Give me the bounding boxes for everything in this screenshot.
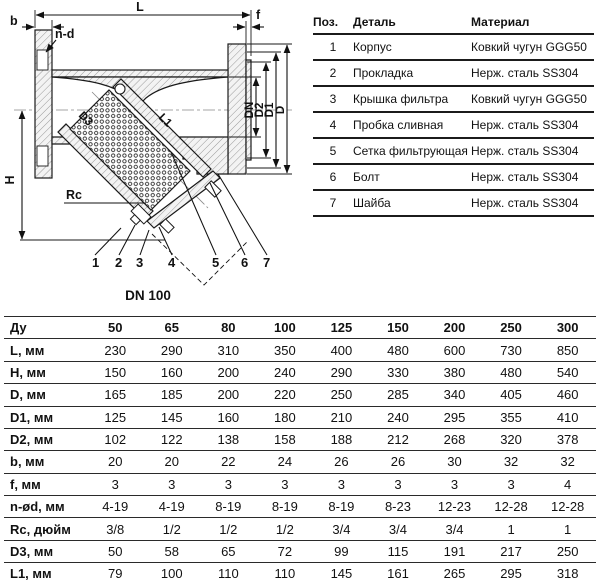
- table-cell: 165: [87, 384, 144, 406]
- table-cell: 5: [313, 138, 353, 164]
- dim-D1-label: D1: [264, 102, 276, 118]
- table-cell: 6: [313, 164, 353, 190]
- table-cell: 285: [370, 384, 427, 406]
- table-cell: 100: [144, 563, 201, 585]
- table-cell: 65: [144, 317, 201, 339]
- table-cell: D, мм: [4, 384, 87, 406]
- table-cell: 1: [483, 518, 540, 540]
- callout-7: 7: [263, 255, 271, 270]
- table-cell: D2, мм: [4, 428, 87, 450]
- table-cell: 26: [370, 451, 427, 473]
- parts-row: [313, 60, 594, 86]
- table-cell: 20: [87, 451, 144, 473]
- table-cell: Болт: [353, 164, 471, 190]
- table-cell: 295: [426, 406, 483, 428]
- table-cell: 8-19: [313, 496, 370, 518]
- leader-3: [140, 230, 149, 255]
- table-cell: 295: [483, 563, 540, 585]
- table-cell: 32: [539, 451, 596, 473]
- parts-row: [313, 34, 594, 60]
- vent-hole: [115, 84, 125, 94]
- table-cell: 22: [200, 451, 257, 473]
- table-cell: 185: [144, 384, 201, 406]
- table-cell: 1/2: [257, 518, 314, 540]
- table-cell: 180: [257, 406, 314, 428]
- callout-4: 4: [168, 255, 176, 270]
- table-cell: 400: [313, 339, 370, 361]
- table-cell: 318: [539, 563, 596, 585]
- table-cell: H, мм: [4, 361, 87, 383]
- table-cell: 200: [426, 317, 483, 339]
- parts-header-material: Материал: [471, 15, 530, 29]
- parts-row: [313, 86, 594, 112]
- table-cell: 100: [257, 317, 314, 339]
- table-cell: 410: [539, 406, 596, 428]
- table-cell: 268: [426, 428, 483, 450]
- table-cell: 8-19: [257, 496, 314, 518]
- table-cell: 8-19: [200, 496, 257, 518]
- table-cell: 188: [313, 428, 370, 450]
- table-cell: 3/4: [370, 518, 427, 540]
- dim-D3-label: D3: [75, 109, 95, 129]
- table-cell: 1: [539, 518, 596, 540]
- table-cell: 460: [539, 384, 596, 406]
- table-cell: Нерж. сталь SS304: [471, 112, 594, 138]
- table-cell: 158: [257, 428, 314, 450]
- dim-b-label: b: [10, 14, 18, 28]
- dim-H-label: H: [3, 175, 17, 185]
- table-cell: 1/2: [200, 518, 257, 540]
- table-cell: 405: [483, 384, 540, 406]
- table-cell: 240: [257, 361, 314, 383]
- table-cell: 58: [144, 540, 201, 562]
- dim-DN-label: DN: [244, 101, 256, 119]
- table-cell: 4-19: [144, 496, 201, 518]
- table-cell: 300: [539, 317, 596, 339]
- table-cell: Нерж. сталь SS304: [471, 138, 594, 164]
- table-cell: Нерж. сталь SS304: [471, 60, 594, 86]
- table-cell: 380: [426, 361, 483, 383]
- table-cell: 290: [313, 361, 370, 383]
- table-cell: Ковкий чугун GGG50: [471, 34, 594, 60]
- dims-row: [4, 428, 596, 450]
- table-cell: 480: [370, 339, 427, 361]
- table-cell: 80: [200, 317, 257, 339]
- table-cell: 600: [426, 339, 483, 361]
- table-cell: 122: [144, 428, 201, 450]
- drawing-caption: DN 100: [125, 288, 171, 303]
- flange-bolt-hole-bottom: [37, 146, 48, 166]
- parts-header-detail: Деталь: [353, 15, 396, 29]
- table-cell: 217: [483, 540, 540, 562]
- table-cell: 4-19: [87, 496, 144, 518]
- parts-row: [313, 138, 594, 164]
- table-cell: 145: [144, 406, 201, 428]
- table-cell: 3: [144, 473, 201, 495]
- dim-L1-label: L1: [155, 111, 174, 130]
- dim-L-label: L: [136, 0, 144, 14]
- table-cell: 3: [426, 473, 483, 495]
- callout-2: 2: [115, 255, 123, 270]
- table-cell: Ду: [4, 317, 87, 339]
- table-cell: Сетка фильтрующая: [353, 138, 471, 164]
- table-cell: Rc, дюйм: [4, 518, 87, 540]
- parts-row: [313, 190, 594, 216]
- table-cell: 12-23: [426, 496, 483, 518]
- table-cell: 32: [483, 451, 540, 473]
- table-cell: 30: [426, 451, 483, 473]
- table-cell: 3/8: [87, 518, 144, 540]
- table-cell: 79: [87, 563, 144, 585]
- table-cell: 3: [257, 473, 314, 495]
- leader-6: [210, 183, 245, 255]
- table-cell: 240: [370, 406, 427, 428]
- dims-row: [4, 339, 596, 361]
- table-cell: Крышка фильтра: [353, 86, 471, 112]
- table-cell: 3: [483, 473, 540, 495]
- table-cell: L, мм: [4, 339, 87, 361]
- table-cell: 3: [370, 473, 427, 495]
- dims-row: [4, 473, 596, 495]
- dimensions-table-section: [0, 312, 600, 585]
- table-cell: 50: [87, 317, 144, 339]
- table-cell: Нерж. сталь SS304: [471, 164, 594, 190]
- table-cell: 2: [313, 60, 353, 86]
- table-cell: 3: [87, 473, 144, 495]
- table-cell: 191: [426, 540, 483, 562]
- table-cell: L1, мм: [4, 563, 87, 585]
- callout-3: 3: [136, 255, 144, 270]
- dims-row: [4, 406, 596, 428]
- table-cell: D3, мм: [4, 540, 87, 562]
- table-cell: 330: [370, 361, 427, 383]
- table-cell: f, мм: [4, 473, 87, 495]
- table-cell: 310: [200, 339, 257, 361]
- table-cell: 540: [539, 361, 596, 383]
- table-cell: 110: [257, 563, 314, 585]
- table-cell: 200: [200, 384, 257, 406]
- table-cell: Нерж. сталь SS304: [471, 190, 594, 216]
- rc-label: Rc: [66, 188, 82, 202]
- table-cell: 12-28: [483, 496, 540, 518]
- pipe-top-wall: [52, 70, 228, 77]
- table-cell: 730: [483, 339, 540, 361]
- table-cell: 290: [144, 339, 201, 361]
- table-cell: 1: [313, 34, 353, 60]
- parts-table-section: [305, 0, 600, 217]
- table-cell: 26: [313, 451, 370, 473]
- table-cell: 3: [313, 473, 370, 495]
- table-cell: 3: [200, 473, 257, 495]
- table-cell: n-ød, мм: [4, 496, 87, 518]
- table-cell: D1, мм: [4, 406, 87, 428]
- table-cell: 24: [257, 451, 314, 473]
- dims-row: [4, 384, 596, 406]
- parts-header-pos: Поз.: [313, 15, 339, 29]
- callout-5: 5: [212, 255, 220, 270]
- dims-header-row: [4, 317, 596, 339]
- table-cell: 378: [539, 428, 596, 450]
- table-cell: Ковкий чугун GGG50: [471, 86, 594, 112]
- table-cell: 850: [539, 339, 596, 361]
- parts-row: [313, 164, 594, 190]
- flange-bolt-hole-top: [37, 50, 48, 70]
- table-cell: 161: [370, 563, 427, 585]
- nd-label: n-d: [55, 27, 75, 41]
- table-cell: 480: [483, 361, 540, 383]
- table-cell: 350: [257, 339, 314, 361]
- table-cell: 320: [483, 428, 540, 450]
- table-cell: 250: [483, 317, 540, 339]
- table-cell: 355: [483, 406, 540, 428]
- dims-row: [4, 540, 596, 562]
- parts-row: [313, 112, 594, 138]
- table-cell: 150: [87, 361, 144, 383]
- callout-6: 6: [241, 255, 249, 270]
- table-cell: Прокладка: [353, 60, 471, 86]
- leader-1: [95, 228, 121, 255]
- table-cell: 125: [313, 317, 370, 339]
- table-cell: b, мм: [4, 451, 87, 473]
- table-cell: 102: [87, 428, 144, 450]
- table-cell: 8-23: [370, 496, 427, 518]
- dim-D2-label: D2: [254, 102, 266, 118]
- table-cell: 72: [257, 540, 314, 562]
- dim-D-label: D: [275, 105, 287, 115]
- table-cell: 230: [87, 339, 144, 361]
- table-cell: 200: [200, 361, 257, 383]
- table-cell: Корпус: [353, 34, 471, 60]
- dims-row: [4, 361, 596, 383]
- dim-f-label: f: [256, 8, 261, 22]
- callout-1: 1: [92, 255, 100, 270]
- table-cell: 115: [370, 540, 427, 562]
- table-cell: 7: [313, 190, 353, 216]
- table-cell: 220: [257, 384, 314, 406]
- table-cell: 212: [370, 428, 427, 450]
- table-cell: 4: [539, 473, 596, 495]
- table-cell: 265: [426, 563, 483, 585]
- parts-header-row: [313, 14, 594, 34]
- table-cell: 3: [313, 86, 353, 112]
- table-cell: 250: [539, 540, 596, 562]
- table-cell: 138: [200, 428, 257, 450]
- table-cell: 20: [144, 451, 201, 473]
- table-cell: 125: [87, 406, 144, 428]
- table-cell: 160: [144, 361, 201, 383]
- table-cell: 210: [313, 406, 370, 428]
- table-cell: Шайба: [353, 190, 471, 216]
- table-cell: 3/4: [313, 518, 370, 540]
- dims-row: [4, 563, 596, 585]
- parts-table: [313, 14, 594, 217]
- table-cell: Пробка сливная: [353, 112, 471, 138]
- strainer-cross-section: [0, 0, 305, 312]
- dimensions-table: [4, 316, 596, 585]
- strainer-drawing: [0, 0, 305, 312]
- table-cell: 145: [313, 563, 370, 585]
- table-cell: 150: [370, 317, 427, 339]
- table-cell: 99: [313, 540, 370, 562]
- dims-row: [4, 518, 596, 540]
- table-cell: 4: [313, 112, 353, 138]
- table-cell: 65: [200, 540, 257, 562]
- table-cell: 340: [426, 384, 483, 406]
- table-cell: 1/2: [144, 518, 201, 540]
- table-cell: 50: [87, 540, 144, 562]
- dims-row: [4, 496, 596, 518]
- table-cell: 160: [200, 406, 257, 428]
- table-cell: 12-28: [539, 496, 596, 518]
- table-cell: 250: [313, 384, 370, 406]
- dims-row: [4, 451, 596, 473]
- table-cell: 3/4: [426, 518, 483, 540]
- table-cell: 110: [200, 563, 257, 585]
